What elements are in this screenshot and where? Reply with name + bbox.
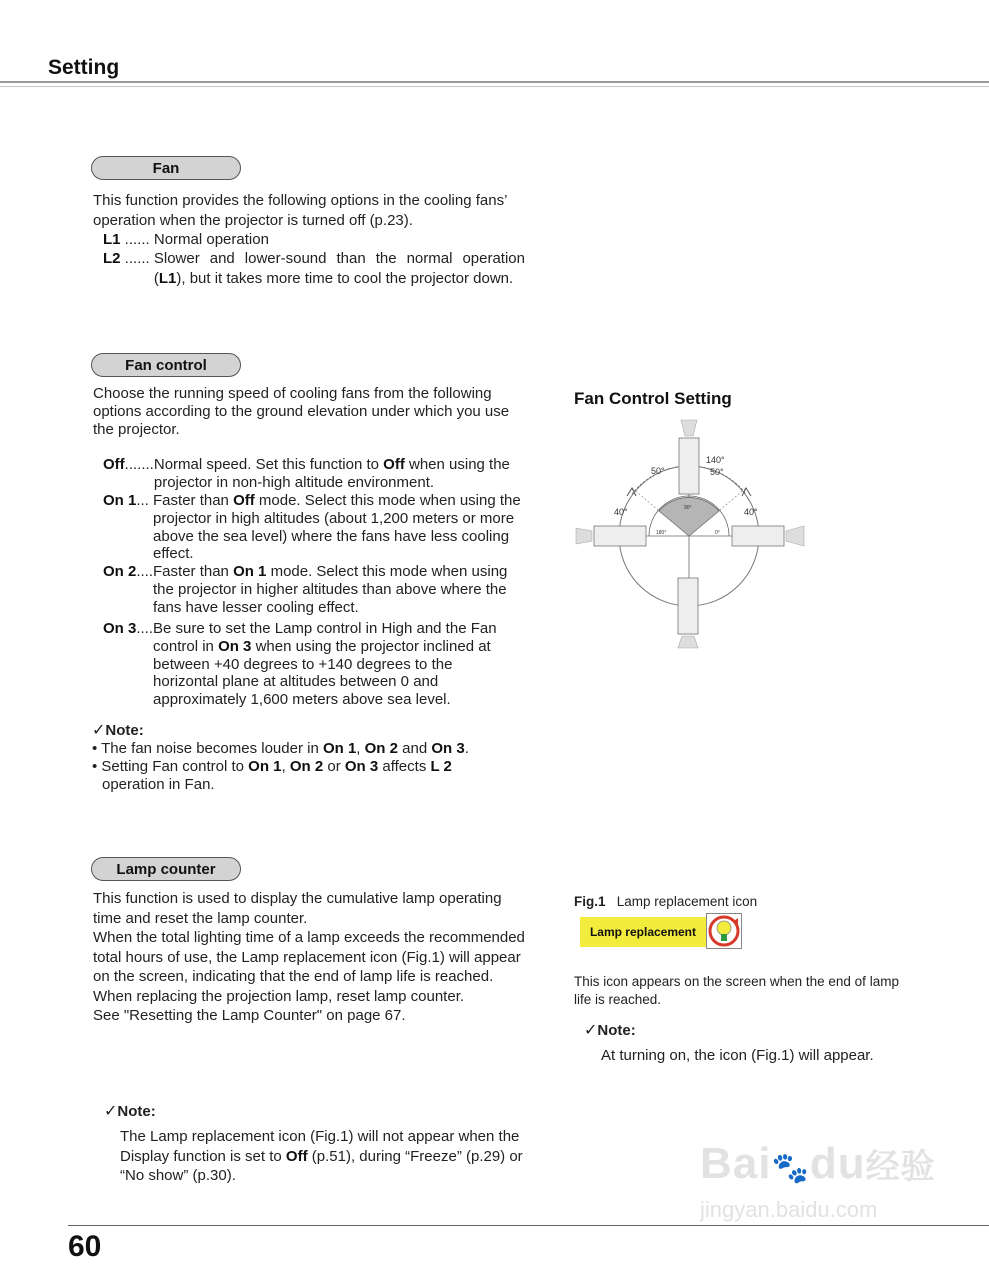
- label-50-right: 50°: [710, 467, 724, 477]
- on2-description: [153, 563, 525, 616]
- label-90: 90°: [684, 505, 692, 511]
- off-text-a: Normal speed. Set this function to: [153, 456, 384, 473]
- off-dots: .......: [124, 456, 154, 473]
- fan-section-pill: Fan: [91, 156, 241, 180]
- note2-d: On 2: [289, 758, 324, 775]
- note2-b: On 1: [248, 758, 282, 775]
- label-40-right: 40°: [744, 507, 758, 517]
- note1-f: On 3: [431, 740, 465, 757]
- lamp-note-c: (p.51), during “Freeze” (p.29) or “No show” (p.30).: [120, 1147, 523, 1184]
- figure-caption: [574, 894, 757, 909]
- fan-control-option-on3: [103, 620, 513, 709]
- watermark-brand-du: du: [809, 1139, 866, 1188]
- label-40-left: 40°: [614, 507, 628, 517]
- label-180: 180°: [656, 530, 667, 536]
- on3-description: [153, 620, 513, 709]
- fan-control-option-on1: [103, 492, 531, 563]
- l1-text: Normal operation: [153, 231, 269, 248]
- lamp-bulb-icon: [707, 914, 741, 948]
- fan-intro: This function provides the following options in the cooling fans’ operation when the projector is turned off (p.23).: [93, 192, 507, 229]
- note2-g: affects: [378, 758, 431, 775]
- page-number: 60: [68, 1230, 102, 1263]
- off-label: Off: [103, 456, 125, 473]
- checkmark-icon: ✓: [104, 1103, 118, 1120]
- figure-description: This icon appears on the screen when the end of lamp life is reached.: [574, 974, 899, 1007]
- watermark-brand: [700, 1140, 940, 1193]
- projector-right: [732, 526, 784, 546]
- light-beam-bottom: [678, 636, 698, 648]
- fan-control-section-pill: Fan control: [91, 353, 241, 377]
- fan-option-l2: [103, 249, 525, 288]
- note1-b: On 1: [322, 740, 357, 757]
- light-beam-left: [576, 528, 592, 544]
- figure-label: Fig.1: [574, 894, 606, 909]
- note-heading: Note:: [117, 1103, 156, 1120]
- note2-c: ,: [281, 758, 290, 775]
- on3-text-a: Be sure to set the Lamp control in High and the Fan control in: [153, 620, 497, 655]
- on1-text-b: Off: [233, 492, 255, 509]
- lamp-counter-body: [93, 889, 533, 1026]
- on2-dots: ....: [136, 563, 154, 580]
- on3-text-c: when using the projector inclined at between +40 degrees to +140 degrees to the horizontal plane at altitudes between 0 and approximately 1,600 meters above sea level.: [153, 637, 491, 709]
- note2-e: or: [323, 758, 345, 775]
- l2-text-a: Slower and lower-sound than the normal operation (: [153, 250, 525, 287]
- note1-a: • The fan noise becomes louder in: [92, 740, 323, 757]
- l2-description: [154, 249, 525, 288]
- light-beam-top: [681, 420, 697, 436]
- projector-left: [594, 526, 646, 546]
- lamp-body-2: When the total lighting time of a lamp exceeds the recommended total hours of use, the Lamp replacement icon (Fig.1) will appear on the screen, indicating that the end of lamp life is reached.: [93, 929, 525, 985]
- lamp-replacement-banner: Lamp replacement: [580, 917, 706, 947]
- projector-top: [679, 438, 699, 494]
- on3-label: On 3: [103, 620, 137, 637]
- lamp-replacement-icon: [706, 913, 742, 949]
- l2-text-c: ), but it takes more time to cool the projector down.: [176, 269, 514, 287]
- note-heading: Note:: [597, 1022, 636, 1039]
- off-text-b: Off: [383, 456, 405, 473]
- checkmark-icon: ✓: [92, 722, 106, 739]
- label-50-left: 50°: [651, 466, 665, 476]
- light-beam-right: [786, 526, 804, 546]
- watermark-url: jingyan.baidu.com: [700, 1197, 878, 1222]
- note1-d: On 2: [364, 740, 398, 757]
- fan-option-l1: [103, 230, 525, 250]
- lamp-counter-note-title: [104, 1102, 156, 1122]
- note2-h: L 2: [430, 758, 452, 775]
- figure-caption-text: Lamp replacement icon: [616, 894, 758, 909]
- page-title: Setting: [48, 56, 120, 79]
- on1-description: [153, 492, 531, 563]
- fan-control-note-title: [92, 722, 144, 740]
- figure-note-title: [584, 1021, 636, 1041]
- fan-control-note-2-cont: operation in Fan.: [102, 776, 215, 793]
- lamp-body-1: This function is used to display the cumulative lamp operating time and reset the lamp counter.: [93, 890, 502, 927]
- fan-control-note-2: [92, 758, 532, 776]
- l2-text-b: L1: [158, 269, 177, 287]
- off-description: [154, 456, 525, 492]
- fan-angle-diagram: [572, 418, 808, 650]
- paw-icon: 🐾: [771, 1152, 810, 1185]
- on2-text-a: Faster than: [153, 563, 234, 580]
- fan-control-intro: Choose the running speed of cooling fans from the following options according to the ground elevation under which you use the projector.: [93, 385, 510, 438]
- on1-text-c: mode. Select this mode when using the projector in high altitudes (about 1,200 meters or more above the sea level) where the fans have less cooling effect.: [153, 492, 521, 563]
- on2-label: On 2: [103, 563, 137, 580]
- label-0: 0°: [715, 530, 720, 536]
- diagram-title: Fan Control Setting: [574, 389, 732, 408]
- note2-a: • Setting Fan control to: [92, 758, 249, 775]
- on3-text-b: On 3: [218, 637, 252, 655]
- label-140: 140°: [706, 455, 725, 465]
- lamp-body-4: See "Resetting the Lamp Counter" on page 67.: [93, 1007, 406, 1024]
- note1-e: and: [397, 740, 432, 757]
- header-rule: [0, 81, 989, 83]
- checkmark-icon: ✓: [584, 1022, 598, 1039]
- l1-dots: ......: [120, 231, 154, 248]
- on2-text-c: mode. Select this mode when using the projector in higher altitudes than above where the fans have lesser cooling effect.: [153, 563, 508, 616]
- note1-c: ,: [356, 740, 365, 757]
- fan-control-option-on2: [103, 563, 525, 616]
- lamp-body-3: When replacing the projection lamp, reset lamp counter.: [93, 987, 465, 1005]
- watermark-brand-bai: Bai: [700, 1139, 772, 1188]
- l2-label: L2: [103, 250, 121, 267]
- off-text-c: when using the projector in non-high altitude environment.: [153, 456, 510, 491]
- l1-label: L1: [103, 231, 121, 248]
- watermark-cn: 经验: [865, 1148, 936, 1186]
- lamp-counter-note-text: [120, 1127, 530, 1186]
- fan-control-note-1: [92, 740, 532, 758]
- footer-rule: [68, 1225, 989, 1226]
- lamp-note-a: The Lamp replacement icon (Fig.1) will not appear when the Display function is set to: [120, 1128, 520, 1165]
- lamp-counter-section-pill: Lamp counter: [91, 857, 241, 881]
- on1-dots: ...: [136, 492, 154, 509]
- figure-note-text: At turning on, the icon (Fig.1) will appear.: [601, 1047, 874, 1064]
- l2-dots: ......: [120, 250, 154, 267]
- restricted-wedge: [659, 497, 719, 536]
- note-heading: Note:: [105, 722, 144, 739]
- on1-label: On 1: [103, 492, 137, 509]
- projector-bottom: [678, 578, 698, 634]
- on1-text-a: Faster than: [153, 492, 234, 509]
- note2-f: On 3: [344, 758, 379, 775]
- note1-g: .: [464, 740, 469, 757]
- header-rule-thin: [0, 86, 989, 87]
- fan-control-option-off: [103, 456, 525, 492]
- on2-text-b: On 1: [233, 563, 267, 580]
- on3-dots: ....: [136, 620, 154, 637]
- lamp-note-b: Off: [285, 1147, 308, 1165]
